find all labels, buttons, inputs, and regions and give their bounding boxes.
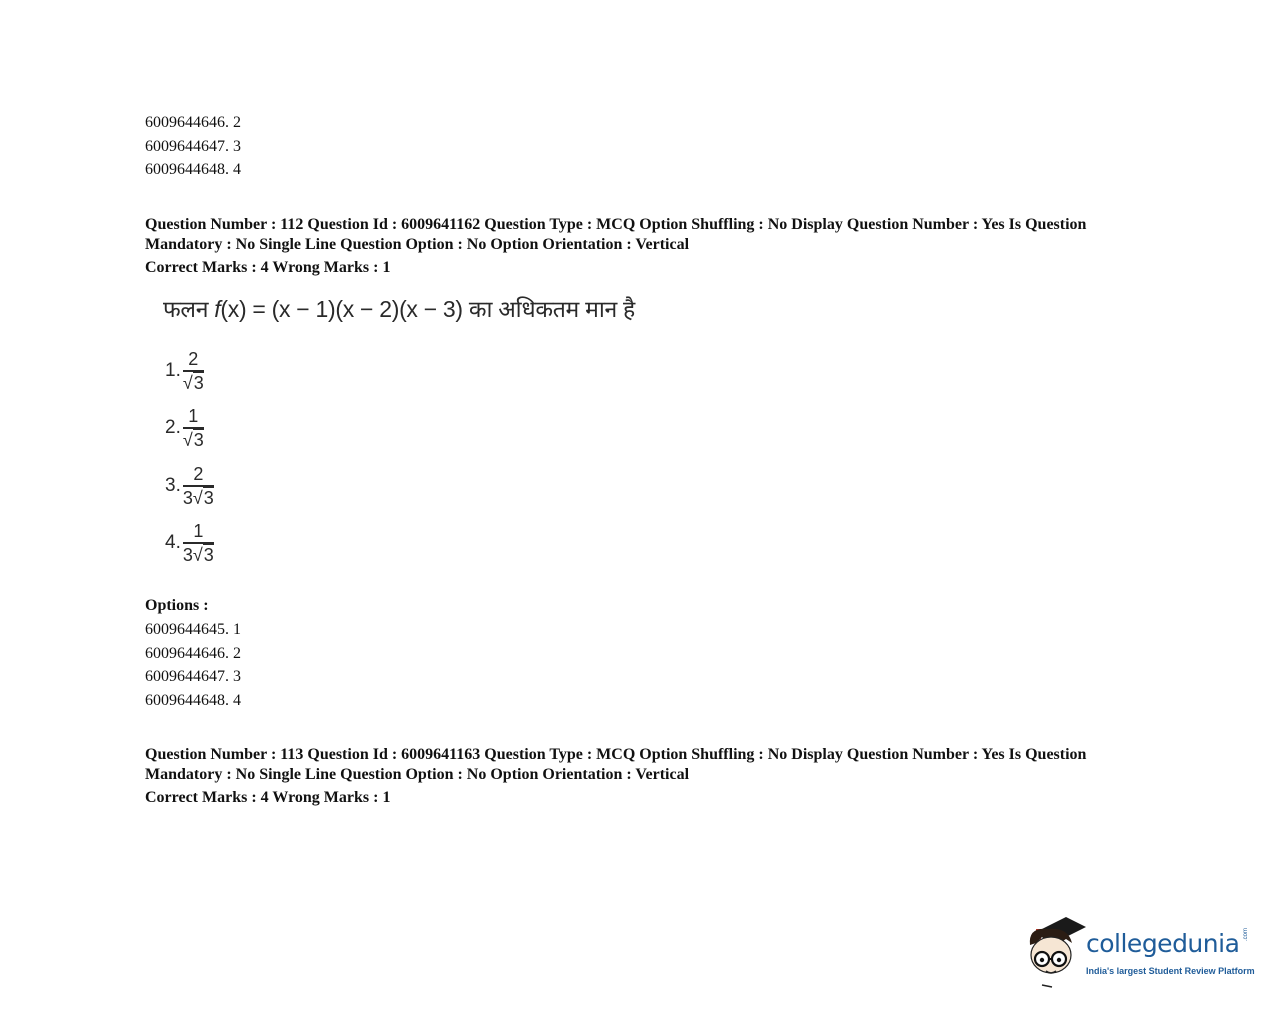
option-item: 6009644646. 2	[145, 114, 241, 131]
sqrt-icon: √	[182, 372, 193, 393]
radicand: 3	[203, 487, 214, 508]
question-112-meta: Question Number : 112 Question Id : 6009641162 Question Type : MCQ Option Shuffling : No Display Question Number : Yes Is Question Mandatory : No Single Line Question Option : No Option Orientation : Vertical	[145, 216, 1087, 253]
choice-number: 4.	[165, 531, 181, 553]
choice-fraction	[183, 522, 214, 564]
choice-4	[165, 522, 214, 564]
choice-fraction	[183, 350, 204, 392]
logo-domain-suffix: .com	[1243, 927, 1249, 941]
stem-expression: (x) = (x − 1)(x − 2)(x − 3)	[220, 296, 463, 322]
fraction-denominator	[183, 487, 214, 507]
fraction-denominator	[183, 544, 214, 564]
fraction-numerator: 1	[188, 406, 199, 426]
question-112-stem	[163, 292, 635, 324]
option-item: 6009644647. 3	[145, 668, 241, 685]
sqrt-icon: √	[192, 544, 203, 565]
option-item: 6009644646. 2	[145, 644, 241, 662]
logo-tagline: India's largest Student Review Platform	[1086, 966, 1255, 976]
radicand: 3	[193, 429, 204, 450]
denominator-coefficient: 3	[182, 487, 193, 508]
question-113-meta: Question Number : 113 Question Id : 6009641163 Question Type : MCQ Option Shuffling : No Display Question Number : Yes Is Question Mandatory : No Single Line Question Option : No Option Orientation : Vertical	[145, 746, 1087, 783]
options-label: Options :	[145, 597, 209, 614]
option-item: 6009644645. 1	[145, 621, 241, 638]
option-item: 6009644648. 4	[145, 161, 241, 178]
choice-3	[165, 465, 214, 507]
stem-suffix: का अधिकतम मान है	[468, 296, 635, 322]
question-112-options-list	[145, 618, 241, 712]
radicand: 3	[193, 372, 204, 393]
radicand: 3	[203, 544, 214, 565]
option-item: 6009644647. 3	[145, 137, 241, 155]
question-113-marks: Correct Marks : 4 Wrong Marks : 1	[145, 789, 391, 806]
fraction-numerator: 1	[193, 521, 204, 541]
fraction-numerator: 2	[193, 464, 204, 484]
option-item: 6009644648. 4	[145, 691, 241, 709]
choice-number: 1.	[165, 359, 181, 381]
fraction-numerator: 2	[188, 349, 199, 369]
choice-1	[165, 350, 204, 392]
fraction-denominator	[183, 372, 204, 392]
denominator-coefficient: 3	[182, 544, 193, 565]
sqrt-icon: √	[182, 429, 193, 450]
logo-wordmark: collegedunia	[1086, 929, 1240, 958]
choice-fraction	[183, 465, 214, 507]
stem-prefix: फलन	[163, 296, 209, 322]
stem-function-name: f	[214, 296, 221, 322]
choice-2	[165, 407, 204, 449]
choice-number: 2.	[165, 416, 181, 438]
previous-options-list	[145, 111, 241, 182]
fraction-denominator	[183, 429, 204, 449]
question-112-marks: Correct Marks : 4 Wrong Marks : 1	[145, 259, 391, 276]
choice-fraction	[183, 407, 204, 449]
sqrt-icon: √	[192, 487, 203, 508]
choice-number: 3.	[165, 474, 181, 496]
